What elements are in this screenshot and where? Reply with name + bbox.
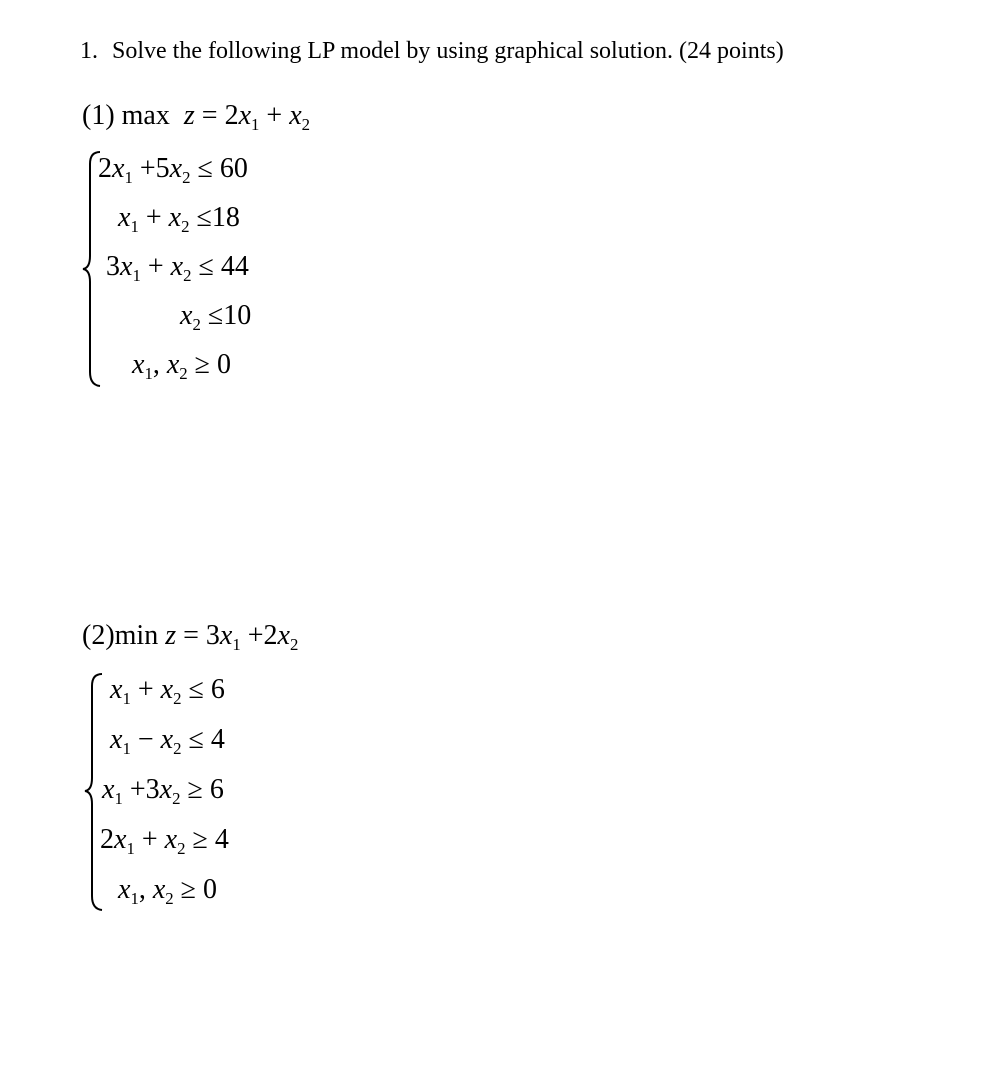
coefficient: 3 <box>145 774 160 805</box>
variable: x <box>168 202 182 233</box>
variable: x <box>238 100 252 131</box>
relation: ≥ <box>187 774 203 805</box>
subscript: 2 <box>182 167 191 187</box>
operator: + <box>129 774 146 805</box>
subscript: 1 <box>130 888 139 908</box>
part2-label: (2) <box>82 620 115 651</box>
variable: x <box>169 153 183 184</box>
part2-sense: min <box>114 620 159 651</box>
variable: x <box>160 724 174 755</box>
subscript: 2 <box>173 738 182 758</box>
rhs: 0 <box>217 349 232 380</box>
variable: x <box>219 620 233 651</box>
part1-constraint-4 <box>180 300 251 332</box>
part2-constraint-1 <box>110 674 225 706</box>
rhs: 44 <box>220 251 249 282</box>
variable: x <box>159 774 173 805</box>
comma: , <box>152 349 160 380</box>
rhs: 4 <box>214 824 229 855</box>
subscript: 2 <box>172 788 181 808</box>
variable: x <box>118 202 131 233</box>
operator: + <box>247 620 264 651</box>
part1-constraint-3 <box>106 251 249 283</box>
rhs: 6 <box>210 674 225 705</box>
part1-sense: max <box>121 100 170 131</box>
part1-label: (1) <box>82 100 115 131</box>
subscript: 2 <box>289 634 299 654</box>
subscript: 1 <box>124 167 133 187</box>
operator: + <box>137 674 154 705</box>
subscript: 2 <box>192 314 201 334</box>
subscript: 2 <box>179 363 188 383</box>
rhs: 4 <box>210 724 225 755</box>
objective-variable: z <box>165 620 177 651</box>
variable: x <box>118 874 131 905</box>
coefficient: 3 <box>106 251 120 282</box>
variable: x <box>112 153 125 184</box>
operator: + <box>145 202 162 233</box>
relation: ≤ <box>188 724 204 755</box>
part2-objective <box>82 620 298 652</box>
variable: x <box>166 349 180 380</box>
part1-constraint-2 <box>118 202 240 234</box>
variable: x <box>110 724 123 755</box>
problem-instruction: Solve the following LP model by using graphical solution. (24 points) <box>112 38 784 64</box>
part1-brace <box>80 150 104 388</box>
subscript: 1 <box>144 363 153 383</box>
relation: ≤ <box>197 153 213 184</box>
part2-constraint-4 <box>100 824 229 856</box>
variable: x <box>180 300 193 331</box>
equals-sign: = <box>183 620 199 651</box>
comma: , <box>138 874 146 905</box>
subscript: 1 <box>130 216 139 236</box>
subscript: 1 <box>132 265 141 285</box>
problem-number: 1. <box>80 38 98 64</box>
rhs: 6 <box>209 774 224 805</box>
operator: + <box>141 824 158 855</box>
variable: x <box>277 620 290 651</box>
variable: x <box>289 100 302 131</box>
subscript: 2 <box>165 888 174 908</box>
variable: x <box>160 674 174 705</box>
coefficient: 3 <box>205 620 220 651</box>
relation: ≥ <box>194 349 211 380</box>
subscript: 2 <box>173 688 182 708</box>
rhs: 0 <box>203 874 218 905</box>
operator: + <box>266 100 283 131</box>
subscript: 1 <box>122 738 131 758</box>
rhs: 60 <box>219 153 248 184</box>
variable: x <box>102 774 115 805</box>
coefficient: 2 <box>224 100 239 131</box>
variable: x <box>152 874 166 905</box>
objective-variable: z <box>183 100 195 131</box>
variable: x <box>110 674 123 705</box>
subscript: 2 <box>183 265 192 285</box>
relation: ≥ <box>180 874 197 905</box>
equals-sign: = <box>201 100 218 131</box>
coefficient: 2 <box>98 153 112 184</box>
relation: ≤ <box>198 251 214 282</box>
part2-constraint-5 <box>118 874 217 906</box>
operator: + <box>147 251 164 282</box>
part2-constraint-3 <box>102 774 224 806</box>
part1-constraint-1 <box>98 153 248 185</box>
subscript: 1 <box>232 634 241 654</box>
part1-objective <box>82 100 310 132</box>
subscript: 1 <box>126 838 135 858</box>
relation: ≤ <box>196 202 212 233</box>
variable: x <box>132 349 145 380</box>
variable: x <box>170 251 184 282</box>
coefficient: 5 <box>155 153 170 184</box>
relation: ≥ <box>192 824 208 855</box>
part2-constraint-2 <box>110 724 225 756</box>
variable: x <box>114 824 127 855</box>
rhs: 10 <box>223 300 252 331</box>
problem-heading <box>80 38 784 65</box>
subscript: 1 <box>114 788 123 808</box>
subscript: 2 <box>177 838 186 858</box>
rhs: 18 <box>211 202 240 233</box>
variable: x <box>120 251 133 282</box>
subscript: 1 <box>251 114 260 134</box>
relation: ≤ <box>207 300 224 331</box>
operator: − <box>137 724 154 755</box>
variable: x <box>164 824 178 855</box>
relation: ≤ <box>188 674 204 705</box>
coefficient: 2 <box>100 824 114 855</box>
part1-constraint-5 <box>132 349 231 381</box>
subscript: 2 <box>301 114 311 134</box>
coefficient: 2 <box>263 620 278 651</box>
operator: + <box>139 153 156 184</box>
subscript: 1 <box>122 688 131 708</box>
subscript: 2 <box>181 216 190 236</box>
